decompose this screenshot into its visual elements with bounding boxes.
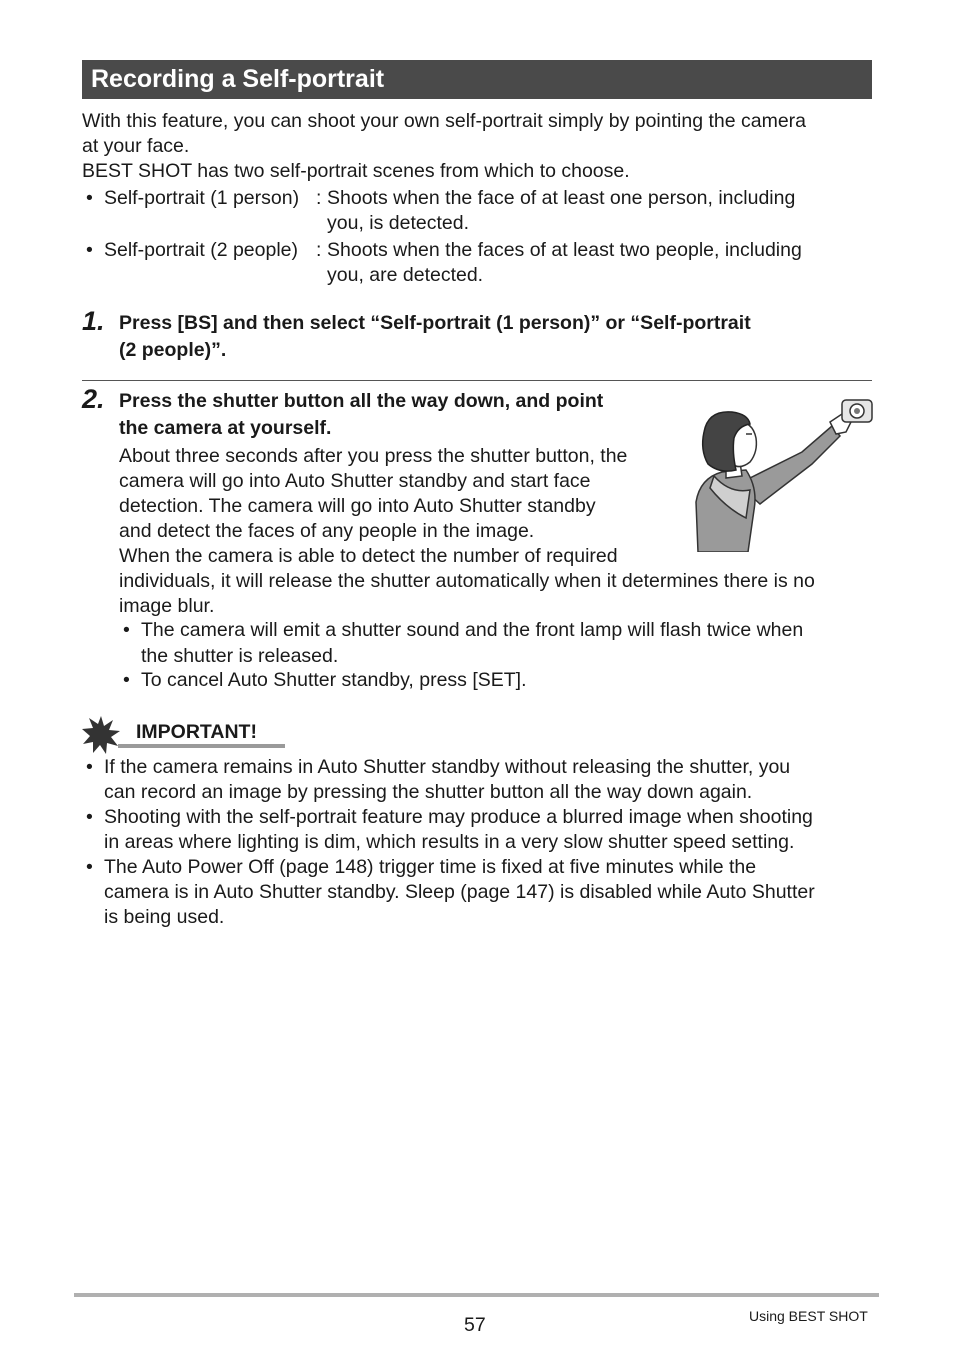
important-item-3a: The Auto Power Off (page 148) trigger time is fixed at five minutes while the — [104, 856, 757, 878]
important-item-2b: in areas where lighting is dim, which results in a very slow shutter speed setting. — [104, 831, 795, 853]
bullet-dot: • — [123, 619, 130, 641]
step-2-heading-2: the camera at yourself. — [119, 417, 332, 439]
step-2-heading-1: Press the shutter button all the way down, and point — [119, 390, 604, 412]
bullet-dot: • — [86, 806, 93, 828]
scene-desc-2a: Shoots when the faces of at least two people, including — [327, 239, 802, 261]
step-2-bullet-1b: the shutter is released. — [141, 645, 339, 667]
important-item-3c: is being used. — [104, 906, 225, 928]
intro-line-1: With this feature, you can shoot your own self-portrait simply by pointing the camera — [82, 110, 807, 132]
step-2-body-1: About three seconds after you press the shutter button, the — [119, 445, 628, 467]
important-label: IMPORTANT! — [136, 721, 257, 743]
scene-colon: : — [316, 187, 322, 209]
step-2-body-4: and detect the faces of any people in the image. — [119, 520, 535, 542]
step-2-body-3: detection. The camera will go into Auto Shutter standby — [119, 495, 596, 517]
intro-line-2: at your face. — [82, 135, 190, 157]
bullet-dot: • — [86, 239, 93, 261]
step-2-bullet-2: To cancel Auto Shutter standby, press [SET]. — [141, 669, 527, 691]
step-2-body-5: When the camera is able to detect the number of required — [119, 545, 618, 567]
scene-colon: : — [316, 239, 322, 261]
section-title: Recording a Self-portrait — [91, 65, 385, 93]
step-divider — [82, 380, 872, 381]
scene-desc-2b: you, are detected. — [327, 264, 484, 286]
step-2-body-7: image blur. — [119, 595, 215, 617]
bullet-dot: • — [86, 187, 93, 209]
intro-line-3: BEST SHOT has two self-portrait scenes from which to choose. — [82, 160, 630, 182]
page-number: 57 — [464, 1314, 486, 1336]
step-1-line-1: Press [BS] and then select “Self-portrait (1 person)” or “Self-portrait — [119, 312, 751, 334]
important-item-1b: can record an image by pressing the shutter button all the way down again. — [104, 781, 753, 803]
important-underline — [118, 744, 285, 748]
section-title-bar — [82, 60, 872, 99]
important-item-2a: Shooting with the self-portrait feature may produce a blurred image when shooting — [104, 806, 813, 828]
chapter-label: Using BEST SHOT — [749, 1308, 868, 1324]
scene-desc-1a: Shoots when the face of at least one person, including — [327, 187, 796, 209]
step-2-number: 2. — [82, 384, 105, 414]
self-portrait-illustration — [690, 392, 875, 552]
scene-label-2: Self-portrait (2 people) — [104, 239, 299, 261]
important-item-1a: If the camera remains in Auto Shutter standby without releasing the shutter, you — [104, 756, 791, 778]
step-2-bullet-1a: The camera will emit a shutter sound and the front lamp will flash twice when — [141, 619, 804, 641]
scene-label-1: Self-portrait (1 person) — [104, 187, 300, 209]
starburst-icon — [82, 716, 120, 754]
footer-rule — [74, 1293, 879, 1297]
scene-desc-1b: you, is detected. — [327, 212, 470, 234]
step-1-number: 1. — [82, 306, 105, 336]
bullet-dot: • — [123, 669, 130, 691]
bullet-dot: • — [86, 856, 93, 878]
step-2-body-2: camera will go into Auto Shutter standby and start face — [119, 470, 591, 492]
step-1-line-2: (2 people)”. — [119, 339, 227, 361]
step-2-body-6: individuals, it will release the shutter automatically when it determines there is no — [119, 570, 815, 592]
important-item-3b: camera is in Auto Shutter standby. Sleep (page 147) is disabled while Auto Shutter — [104, 881, 815, 903]
bullet-dot: • — [86, 756, 93, 778]
